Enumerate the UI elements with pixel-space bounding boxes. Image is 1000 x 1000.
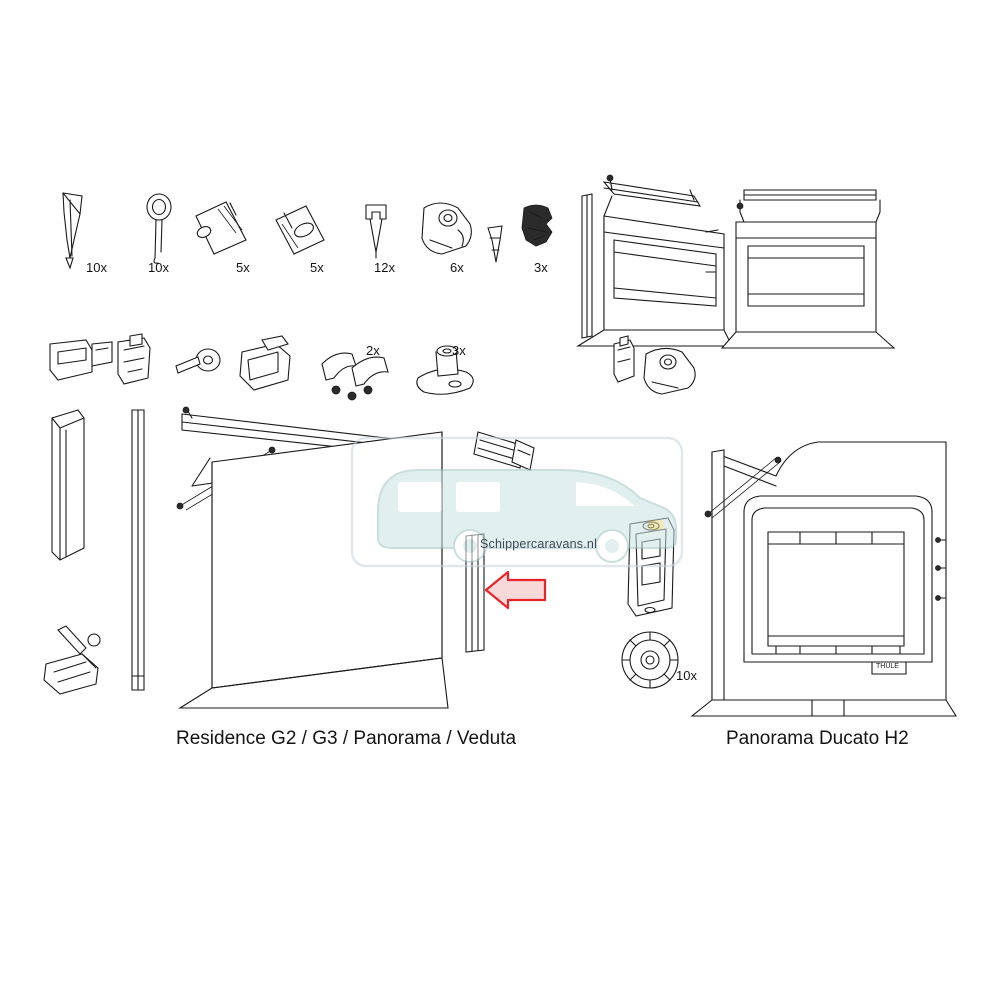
- part-curved-hook-bracket: [322, 353, 388, 400]
- part-tent-peg: [63, 193, 82, 268]
- qty-tension-strap-short: 5x: [310, 260, 324, 275]
- part-rail-slider-bracket: [50, 340, 112, 380]
- part-angle-bracket-pair: [44, 654, 98, 694]
- caption-left-model: Residence G2 / G3 / Panorama / Veduta: [176, 728, 517, 749]
- caption-right-model: Panorama Ducato H2: [726, 728, 909, 749]
- part-small-clip: [488, 226, 502, 262]
- part-roller-wheel: [622, 632, 678, 688]
- part-peg-puller-hook: [147, 194, 171, 263]
- qty-roller-wheel: 10x: [676, 668, 697, 683]
- assembly-van-awning-right-view: [722, 190, 894, 348]
- qty-peg-puller-hook: 10x: [148, 260, 169, 275]
- brand-label: THULE: [876, 663, 899, 670]
- part-pole-upright: [132, 410, 144, 690]
- part-corner-joint-clamp: [422, 203, 471, 254]
- assembly-van-awning-left-view: [578, 175, 732, 346]
- part-bolt-with-washer: [176, 349, 220, 373]
- red-arrow-pointer: [486, 572, 545, 608]
- qty-spring-clip: 12x: [374, 260, 395, 275]
- part-clamp-set: [522, 205, 552, 246]
- qty-tent-peg: 10x: [86, 260, 107, 275]
- qty-tension-strap-long: 5x: [236, 260, 250, 275]
- part-rail-end-cap: [118, 334, 150, 384]
- part-lock-housing-small: [614, 336, 634, 382]
- part-screw-small: [58, 626, 100, 654]
- assembly-residence-awning: [177, 407, 482, 708]
- part-spring-clip: [366, 205, 386, 258]
- part-bracket-right: [644, 348, 695, 394]
- part-corner-block: [240, 336, 290, 390]
- part-tension-strap-short: [276, 206, 324, 254]
- qty-corner-joint-clamp: 6x: [450, 260, 464, 275]
- assembly-panorama-ducato: [692, 442, 956, 716]
- qty-clamp-set: 3x: [534, 260, 548, 275]
- watermark-text: Schippercaravans.nl: [480, 537, 598, 551]
- qty-foot-plate-joint: 3x: [452, 343, 466, 358]
- qty-curved-hook-bracket: 2x: [366, 343, 380, 358]
- part-tension-strap-long: [196, 202, 246, 254]
- part-vertical-profile-strip: [52, 410, 84, 560]
